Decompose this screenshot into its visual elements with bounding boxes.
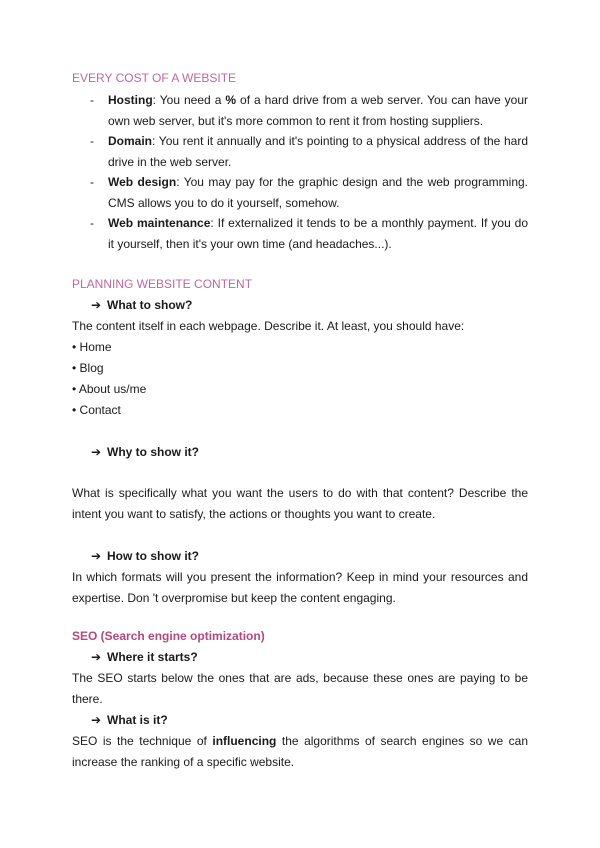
cost-item-domain bbox=[72, 131, 528, 172]
subheading-label: Why to show it? bbox=[107, 445, 199, 459]
cost-term: Hosting bbox=[108, 93, 153, 107]
cost-text: : You rent it annually and it's pointing to a physical address of the hard drive in the web server. bbox=[108, 134, 528, 169]
dash-bullet-icon: - bbox=[90, 216, 94, 230]
cost-item-web-design bbox=[72, 172, 528, 213]
arrow-icon: ➔ bbox=[91, 298, 102, 312]
subheading-what-to-show bbox=[72, 295, 528, 316]
arrow-icon: ➔ bbox=[91, 549, 102, 563]
subheading-why-to-show bbox=[72, 442, 528, 463]
arrow-icon: ➔ bbox=[91, 650, 102, 664]
cost-term: Web design bbox=[108, 175, 177, 189]
subheading-how-to-show bbox=[72, 546, 528, 567]
subheading-where-it-starts bbox=[72, 647, 528, 668]
document-page bbox=[72, 70, 528, 773]
cost-text: of a hard drive from a web server. You can have your own web server, but it's more common to rent it from hosting suppliers. bbox=[108, 93, 528, 128]
arrow-icon: ➔ bbox=[91, 713, 102, 727]
subheading-label: Where it starts? bbox=[107, 650, 198, 664]
subheading-label: What to show? bbox=[107, 298, 193, 312]
seo-text: the algorithms of search engines so we can increase the ranking of a specific website. bbox=[72, 734, 528, 769]
cost-text: : You need a bbox=[152, 93, 226, 107]
seo-text: SEO is the technique of bbox=[72, 734, 213, 748]
what-is-it-text bbox=[72, 731, 528, 773]
page-list-item: • Blog bbox=[72, 361, 104, 375]
dash-bullet-icon: - bbox=[90, 134, 94, 148]
what-to-show-text: The content itself in each webpage. Describe it. At least, you should have: bbox=[72, 319, 465, 333]
section-heading-planning: PLANNING WEBSITE CONTENT bbox=[72, 277, 253, 291]
cost-term: Domain bbox=[108, 134, 153, 148]
seo-strong: influencing bbox=[212, 734, 277, 748]
subheading-what-is-it bbox=[72, 710, 528, 731]
cost-text: : If externalized it tends to be a monthly payment. If you do it yourself, then it's your own time (and headaches...). bbox=[108, 216, 528, 251]
dash-bullet-icon: - bbox=[90, 175, 94, 189]
cost-list bbox=[72, 90, 528, 254]
cost-strong: % bbox=[225, 93, 237, 107]
how-to-show-text: In which formats will you present the information? Keep in mind your resources and expertise. Don 't overpromise but keep the content engaging. bbox=[72, 570, 528, 605]
subheading-label: How to show it? bbox=[107, 549, 199, 563]
subheading-label: What is it? bbox=[107, 713, 168, 727]
cost-item-web-maintenance bbox=[72, 213, 528, 254]
section-heading-cost: EVERY COST OF A WEBSITE bbox=[72, 71, 237, 85]
page-list-item: • About us/me bbox=[72, 382, 147, 396]
why-to-show-text: What is specifically what you want the users to do with that content? Describe the intent you want to satisfy, the actions or thoughts you want to create. bbox=[72, 486, 528, 521]
dash-bullet-icon: - bbox=[90, 93, 94, 107]
page-list-item: • Home bbox=[72, 340, 112, 354]
arrow-icon: ➔ bbox=[91, 445, 102, 459]
cost-term: Web maintenance bbox=[108, 216, 211, 230]
page-list-item: • Contact bbox=[72, 403, 121, 417]
where-it-starts-text: The SEO starts below the ones that are ads, because these ones are paying to be there. bbox=[72, 671, 528, 706]
cost-item-hosting bbox=[72, 90, 528, 131]
cost-text: : You may pay for the graphic design and the web programming. CMS allows you to do it yourself, somehow. bbox=[108, 175, 528, 210]
section-heading-seo: SEO (Search engine optimization) bbox=[72, 629, 265, 643]
